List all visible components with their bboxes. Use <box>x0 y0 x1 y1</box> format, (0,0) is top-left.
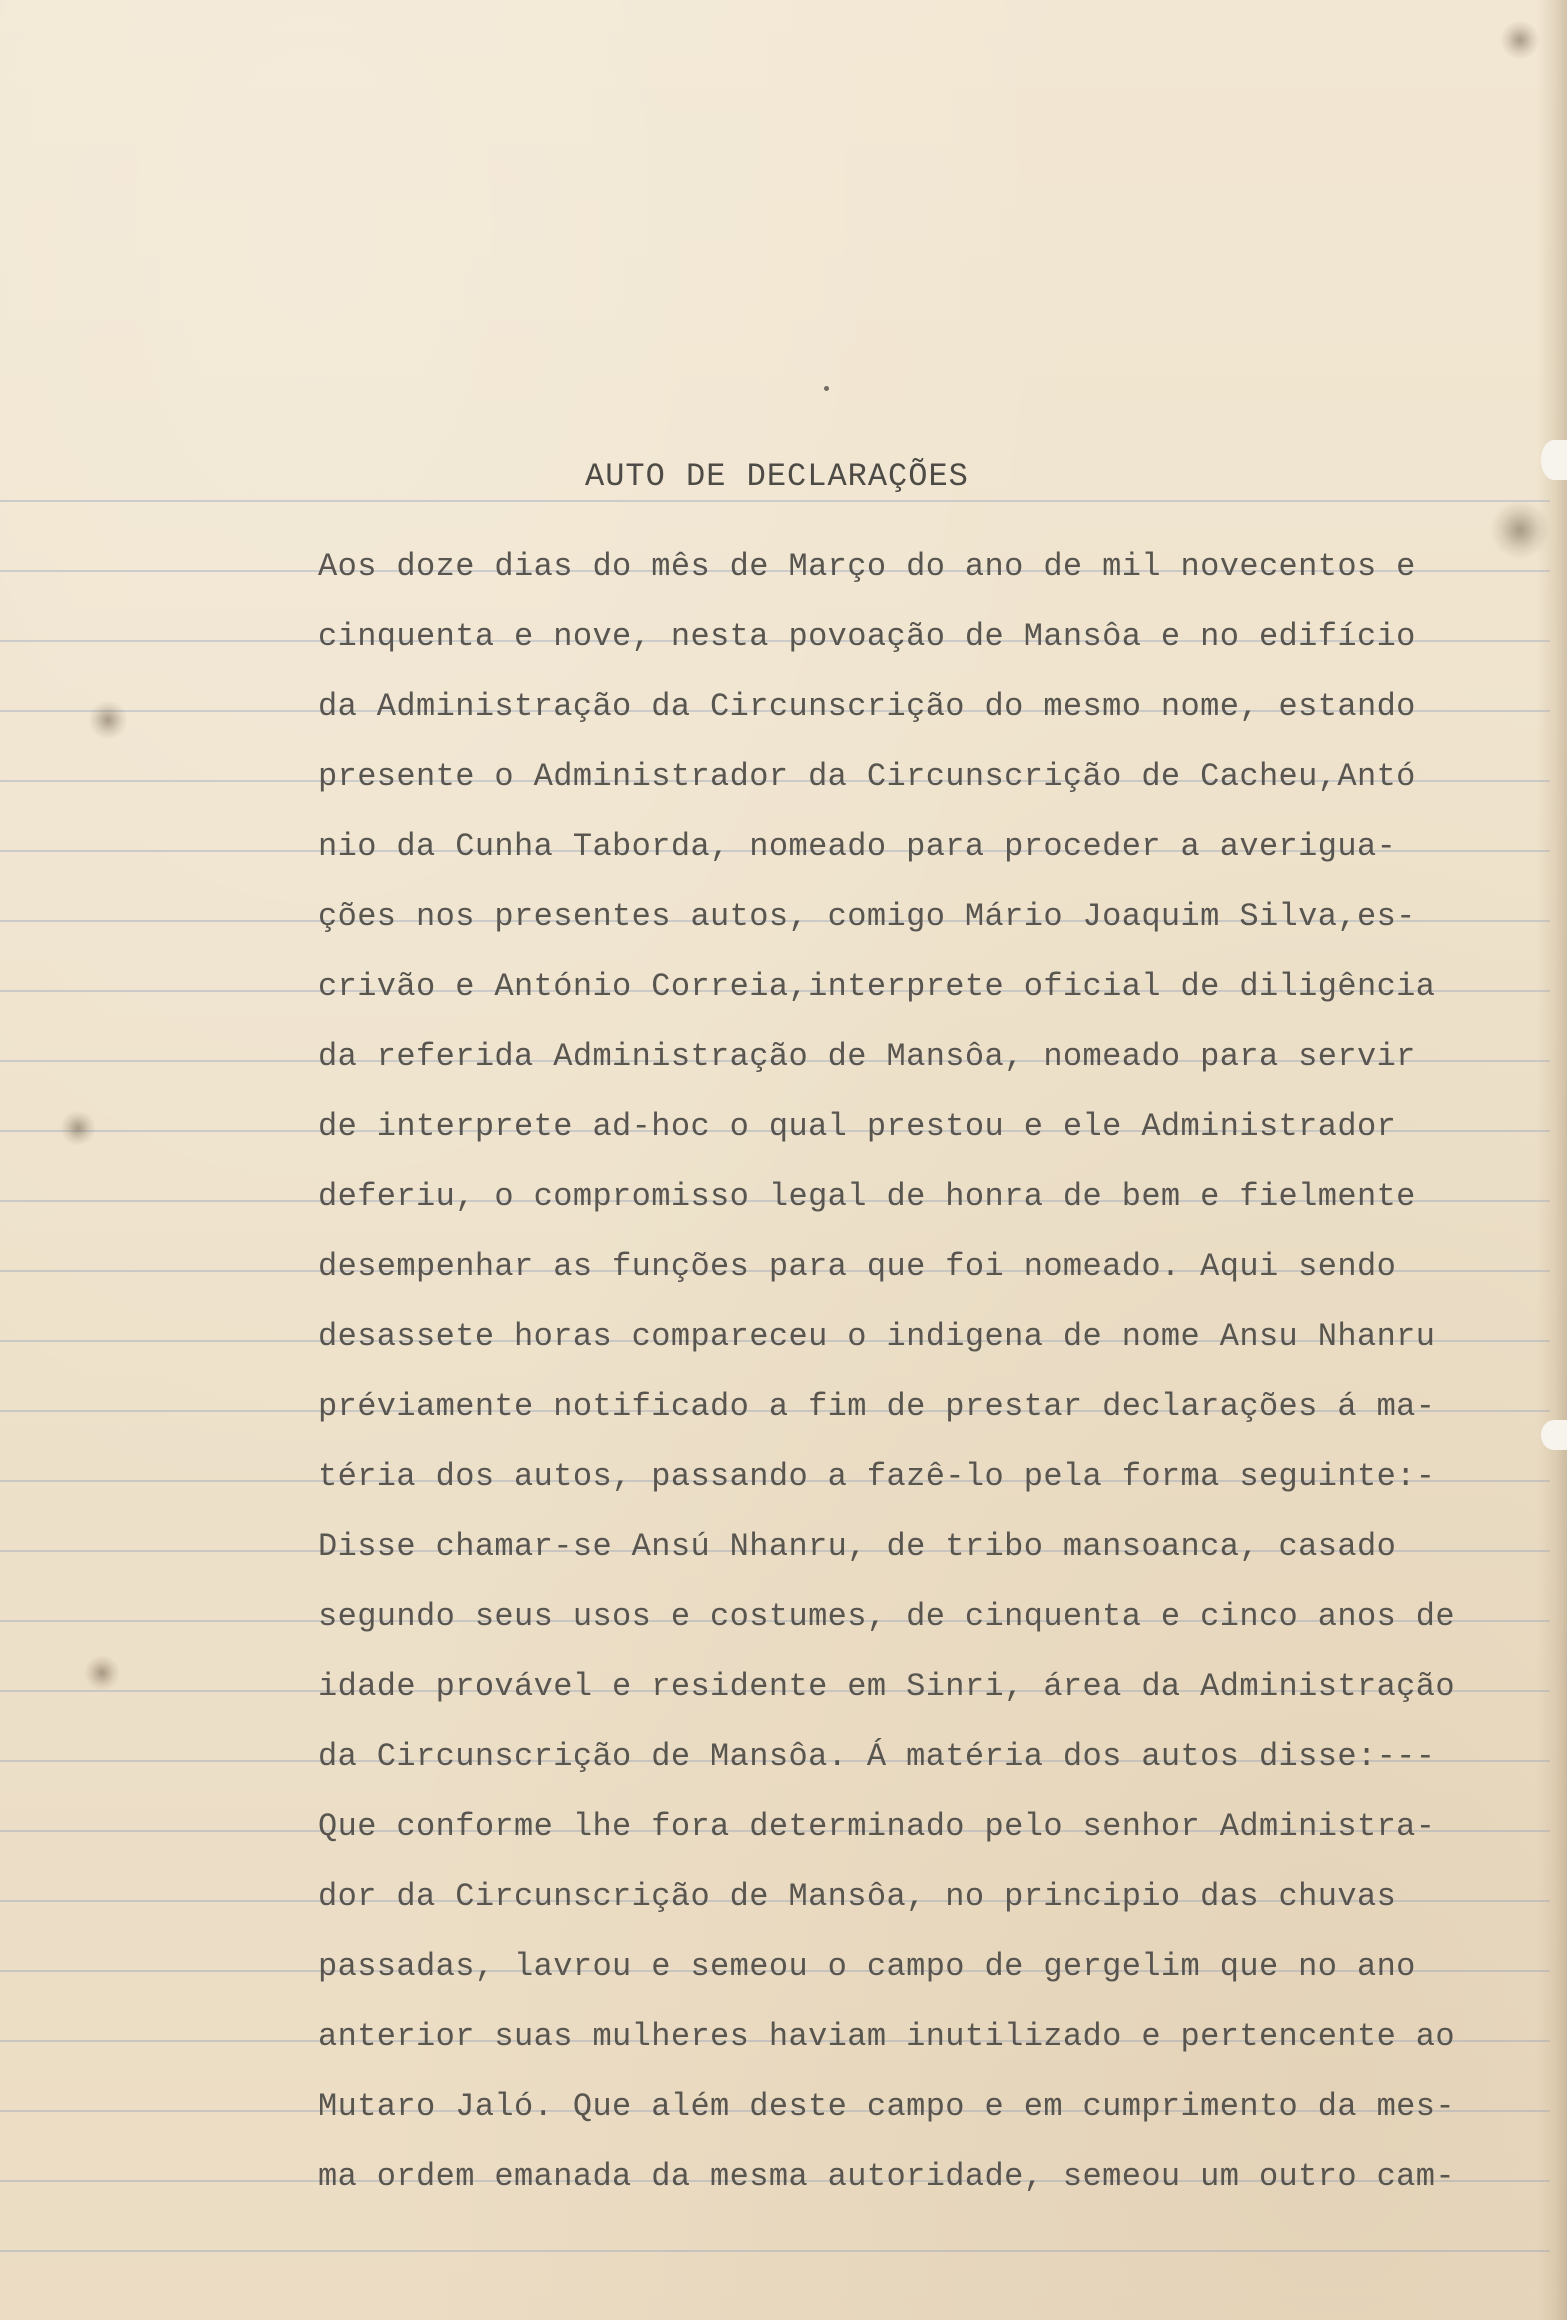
edge-tear <box>1541 440 1567 480</box>
text-line: nio da Cunha Taborda, nomeado para proceder a averigua- <box>318 828 1397 865</box>
text-line: anterior suas mulheres haviam inutilizado e pertencente ao <box>318 2018 1455 2055</box>
text-line: presente o Administrador da Circunscrição de Cacheu,Antó <box>318 758 1416 795</box>
text-line: desassete horas compareceu o indigena de nome Ansu Nhanru <box>318 1318 1436 1355</box>
text-line: passadas, lavrou e semeou o campo de gergelim que no ano <box>318 1948 1416 1985</box>
document-title: AUTO DE DECLARAÇÕES <box>585 458 969 495</box>
text-line: da Administração da Circunscrição do mesmo nome, estando <box>318 688 1416 725</box>
edge-stain <box>1500 20 1540 60</box>
text-line: da Circunscrição de Mansôa. Á matéria dos autos disse:--- <box>318 1738 1436 1775</box>
text-line: Aos doze dias do mês de Março do ano de mil novecentos e <box>318 548 1416 585</box>
text-line: desempenhar as funções para que foi nomeado. Aqui sendo <box>318 1248 1397 1285</box>
text-line: deferiu, o compromisso legal de honra de bem e fielmente <box>318 1178 1416 1215</box>
punch-hole-mark <box>60 1110 96 1146</box>
ink-speck <box>824 386 829 391</box>
text-line: segundo seus usos e costumes, de cinquenta e cinco anos de <box>318 1598 1455 1635</box>
text-line: de interprete ad-hoc o qual prestou e ele Administrador <box>318 1108 1397 1145</box>
text-line: téria dos autos, passando a fazê-lo pela forma seguinte:- <box>318 1458 1436 1495</box>
text-line: da referida Administração de Mansôa, nomeado para servir <box>318 1038 1416 1075</box>
punch-hole-mark <box>84 1655 120 1691</box>
text-line: Que conforme lhe fora determinado pelo senhor Administra- <box>318 1808 1436 1845</box>
text-line: cinquenta e nove, nesta povoação de Mansôa e no edifício <box>318 618 1416 655</box>
text-line: Disse chamar-se Ansú Nhanru, de tribo mansoanca, casado <box>318 1528 1397 1565</box>
text-line: idade provável e residente em Sinri, área da Administração <box>318 1668 1455 1705</box>
text-line: crivão e António Correia,interprete oficial de diligência <box>318 968 1436 1005</box>
text-line: ma ordem emanada da mesma autoridade, semeou um outro cam- <box>318 2158 1455 2195</box>
text-line: ções nos presentes autos, comigo Mário Joaquim Silva,es- <box>318 898 1416 935</box>
text-line: Mutaro Jaló. Que além deste campo e em cumprimento da mes- <box>318 2088 1455 2125</box>
ruled-line <box>0 500 1550 502</box>
punch-hole-mark <box>88 700 128 740</box>
text-line: préviamente notificado a fim de prestar declarações á ma- <box>318 1388 1436 1425</box>
document-body <box>318 532 1548 2212</box>
text-line: dor da Circunscrição de Mansôa, no principio das chuvas <box>318 1878 1397 1915</box>
ruled-line <box>0 2250 1550 2252</box>
